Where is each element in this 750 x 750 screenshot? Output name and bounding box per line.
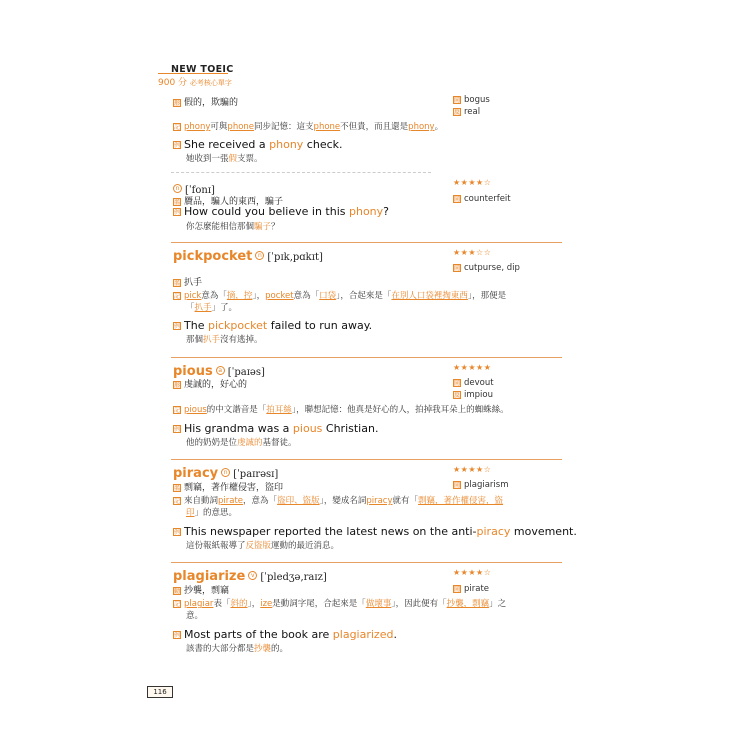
entry-translation: 該書的大部分都是抄襲的。 [186, 644, 289, 654]
pos-badge: v [248, 571, 257, 580]
memo-icon: 記 [174, 123, 181, 131]
example-icon: 例 [174, 142, 181, 149]
entry-piracy-head: piracy n [ˈpaɪrəsɪ] [173, 466, 279, 481]
memo-icon: 記 [174, 600, 181, 608]
pos-badge: a [216, 366, 225, 375]
entry-meaning: 名 剽竊，著作權侵害，盜印 [174, 483, 284, 493]
memo-keyword: phony [184, 122, 211, 132]
entry-divider [171, 357, 562, 358]
entry-example: 例 His grandma was a pious Christian. [174, 422, 379, 435]
entry-synonym: 同 plagiarism [454, 480, 509, 490]
memo-keyword: 印 [186, 508, 195, 518]
memo-text: 表「 [213, 599, 231, 609]
phony-translation-2: 你怎麼能相信那個騙子？ [186, 222, 280, 232]
phony-example-1: 例 She received a phony check. [174, 138, 343, 151]
entry-divider [171, 242, 562, 243]
entry-divider [171, 459, 562, 460]
header-divider [158, 73, 228, 74]
memo-keyword: 做壞事 [365, 599, 392, 609]
entry-translation: 那個扒手沒有逃掉。 [186, 335, 263, 345]
entry-antonym: 反 impiou [454, 390, 493, 400]
memo-keyword: 抄襲，剽竊 [446, 599, 490, 609]
memo-keyword: pick [184, 291, 202, 301]
synonym-icon: 同 [454, 264, 461, 272]
section-dashed-divider [171, 172, 431, 173]
example-icon: 例 [174, 323, 181, 330]
phony-synonym: 同 bogus [454, 95, 490, 105]
memo-text: 來自動詞 [184, 496, 219, 506]
memo-text: 意。 [186, 611, 204, 621]
pos-badge: n [255, 251, 264, 260]
memo-text: 意為「 [293, 291, 320, 301]
phony-memo [173, 121, 443, 133]
entry-synonym: 同 cutpurse, dip [454, 263, 520, 273]
entry-translation: 這份報紙報導了反盜版運動的最近消息。 [186, 541, 340, 551]
memo-keyword: pocket [265, 291, 294, 301]
noun-icon: 名 [174, 198, 181, 206]
memo-keyword: ize [260, 599, 273, 609]
synonym-icon: 同 [454, 96, 461, 104]
memo-icon: 記 [174, 497, 181, 505]
example-icon: 例 [174, 209, 181, 216]
entry-synonym: 同 devout [454, 378, 494, 388]
phony-adj-meaning: 形 假的，欺騙的 [174, 98, 239, 108]
memo-text: 」， [247, 599, 261, 609]
example-icon: 例 [174, 529, 181, 536]
entry-memo [173, 598, 506, 610]
memo-text: 同步記憶：這支 [254, 122, 314, 132]
memo-keyword: phony [408, 122, 435, 132]
memo-text: 」，因此便有「 [391, 599, 447, 609]
memo-text: 」了。 [211, 303, 238, 313]
entry-memo [173, 495, 503, 507]
entry-stars: ★★★☆☆ [453, 248, 492, 257]
headword: pious [173, 364, 213, 379]
antonym-icon: 反 [454, 108, 461, 116]
memo-text: 的中文諧音是「 [206, 405, 267, 415]
memo-text: 是動詞字尾，合起來是「 [272, 599, 366, 609]
entry-memo-cont [186, 507, 237, 519]
phony-translation-1: 她收到一張假支票。 [186, 154, 263, 164]
memo-keyword: phone [227, 122, 255, 132]
entry-meaning: 形 虔誠的，好心的 [174, 380, 248, 390]
synonym-icon: 同 [454, 481, 461, 489]
entry-pious-head: pious a [ˈpaɪəs] [173, 364, 265, 379]
memo-text: 意為「 [201, 291, 227, 301]
phony-noun-synonym: 同 counterfeit [454, 194, 511, 204]
verb-icon: 動 [174, 587, 181, 595]
memo-text: 。 [434, 122, 444, 132]
entry-divider [171, 562, 562, 563]
memo-icon: 記 [174, 292, 181, 300]
memo-keyword: 口袋 [319, 291, 337, 301]
noun-icon: 名 [174, 484, 181, 492]
memo-text: 」的意思。 [194, 508, 238, 518]
pos-noun-badge: n [173, 184, 182, 193]
entry-memo [173, 290, 506, 302]
phony-noun-stars: ★★★★☆ [453, 178, 492, 187]
page-number: 116 [147, 686, 173, 698]
phony-noun-head: n [ˈfonɪ] [173, 178, 215, 197]
header-title: NEW TOEIC [171, 64, 234, 75]
synonym-icon: 同 [454, 379, 461, 387]
noun-icon: 名 [174, 279, 181, 287]
memo-text: 「 [186, 303, 195, 313]
example-icon: 例 [174, 426, 181, 433]
synonym-icon: 同 [454, 585, 461, 593]
entry-meaning: 名 扒手 [174, 278, 203, 288]
entry-example: 例 The pickpocket failed to run away. [174, 319, 373, 332]
entry-plagiarize-head: plagiarize v [ˈpledʒə,raɪz] [173, 569, 327, 584]
entry-stars: ★★★★★ [453, 363, 492, 372]
adj-icon: 形 [174, 99, 181, 107]
entry-synonym: 同 pirate [454, 584, 490, 594]
adj-icon: 形 [174, 381, 181, 389]
memo-text: 」，合起來是「 [336, 291, 392, 301]
phony-antonym: 反 real [454, 107, 481, 117]
synonym-icon: 同 [454, 195, 461, 203]
memo-keyword: 摘，控 [226, 291, 253, 301]
memo-keyword: phone [313, 122, 341, 132]
entry-example: 例 Most parts of the book are plagiarized. [174, 628, 397, 641]
entry-memo-cont [186, 302, 237, 314]
entry-memo-cont [186, 610, 203, 622]
memo-keyword: 剽竊，著作權侵害，盜 [418, 496, 504, 506]
entry-meaning: 動 抄襲，剽竊 [174, 586, 230, 596]
headword: piracy [173, 466, 219, 481]
memo-text: ，意為「 [243, 496, 278, 506]
memo-keyword: 拍耳絲 [266, 405, 292, 415]
memo-text: 」之 [489, 599, 507, 609]
headword: pickpocket [173, 249, 253, 264]
entry-translation: 他的奶奶是位虔誠的基督徒。 [186, 438, 297, 448]
memo-text: 」，那便是 [467, 291, 507, 301]
memo-text: 」，變成名詞 [319, 496, 367, 506]
memo-keyword: plagiar [184, 599, 214, 609]
antonym-icon: 反 [454, 391, 461, 399]
memo-text: 」，聯想記憶：他真是好心的人，拍掉我耳朵上的蜘蛛絲。 [291, 405, 509, 415]
memo-text: 不但貴，而且還是 [340, 122, 409, 132]
example-icon: 例 [174, 632, 181, 639]
memo-keyword: 在別人口袋裡掏東西 [391, 291, 468, 301]
entry-stars: ★★★★☆ [453, 465, 492, 474]
phony-noun-meaning: 名 贗品，騙人的東西，騙子 [174, 197, 284, 207]
phony-example-2: 例 How could you believe in this phony? [174, 205, 389, 218]
memo-keyword: pious [184, 405, 207, 415]
memo-keyword: 扒手 [194, 303, 212, 313]
headword: plagiarize [173, 569, 246, 584]
memo-keyword: 盜印、盜版 [277, 496, 320, 506]
entry-stars: ★★★★☆ [453, 568, 492, 577]
memo-keyword: 斜的 [230, 599, 248, 609]
memo-text: 就有「 [392, 496, 419, 506]
memo-text: 可與 [210, 122, 228, 132]
entry-pickpocket-head: pickpocket n [ˈpɪk,pɑkɪt] [173, 249, 323, 264]
pos-badge: n [221, 468, 230, 477]
header-subtitle: 900 分 必考核心單字 [158, 78, 232, 88]
memo-icon: 記 [174, 406, 181, 414]
memo-text: 」， [252, 291, 266, 301]
entry-memo [173, 404, 509, 416]
memo-keyword: piracy [366, 496, 393, 506]
memo-keyword: pirate [218, 496, 244, 506]
entry-example: 例 This newspaper reported the latest news on the anti-piracy movement. [174, 525, 577, 538]
